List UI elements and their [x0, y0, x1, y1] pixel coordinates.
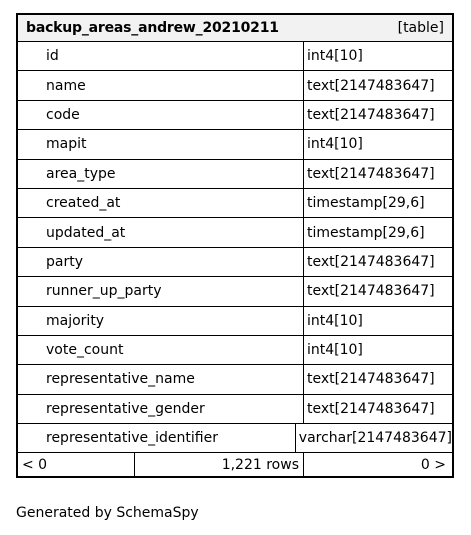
column-type: text[2147483647] — [307, 253, 435, 270]
column-type: text[2147483647] — [307, 283, 435, 300]
column-type: varchar[2147483647] — [298, 430, 452, 447]
column-name: updated_at — [18, 218, 304, 246]
column-row[interactable] — [18, 424, 452, 453]
column-type: timestamp[29,6] — [307, 224, 425, 241]
parent-count[interactable]: < 0 — [18, 453, 135, 476]
column-name: runner_up_party — [18, 277, 304, 305]
column-name: code — [18, 101, 304, 129]
table-name[interactable]: backup_areas_andrew_20210211 — [26, 20, 279, 36]
column-name: created_at — [18, 189, 304, 217]
column-row[interactable] — [18, 218, 452, 247]
column-type: timestamp[29,6] — [307, 195, 425, 212]
column-row[interactable] — [18, 336, 452, 365]
table-header — [18, 15, 452, 42]
column-name: mapit — [18, 130, 304, 158]
column-type: text[2147483647] — [307, 371, 435, 388]
column-type: int4[10] — [307, 342, 363, 359]
column-row[interactable] — [18, 189, 452, 218]
row-count: 1,221 rows — [135, 453, 304, 476]
column-name: area_type — [18, 160, 304, 188]
table-entity[interactable] — [16, 13, 454, 478]
column-name: vote_count — [18, 336, 304, 364]
column-type: int4[10] — [307, 136, 363, 153]
column-row[interactable] — [18, 307, 452, 336]
column-name: representative_identifier — [18, 424, 296, 452]
column-row[interactable] — [18, 130, 452, 159]
column-type: text[2147483647] — [307, 400, 435, 417]
column-name: name — [18, 71, 304, 99]
column-row[interactable] — [18, 248, 452, 277]
column-name: representative_name — [18, 365, 304, 393]
column-type: text[2147483647] — [307, 165, 435, 182]
column-row[interactable] — [18, 160, 452, 189]
column-row[interactable] — [18, 365, 452, 394]
table-footer — [18, 453, 452, 476]
column-row[interactable] — [18, 277, 452, 306]
column-type: int4[10] — [307, 48, 363, 65]
column-name: id — [18, 42, 304, 70]
column-name: representative_gender — [18, 395, 304, 423]
generated-by-label: Generated by SchemaSpy — [16, 505, 199, 521]
column-row[interactable] — [18, 101, 452, 130]
column-type: text[2147483647] — [307, 106, 435, 123]
column-type: int4[10] — [307, 312, 363, 329]
column-row[interactable] — [18, 42, 452, 71]
child-count[interactable]: 0 > — [420, 456, 446, 473]
column-name: majority — [18, 307, 304, 335]
table-kind-label: [table] — [397, 20, 444, 36]
column-type: text[2147483647] — [307, 77, 435, 94]
column-row[interactable] — [18, 395, 452, 424]
column-row[interactable] — [18, 71, 452, 100]
column-name: party — [18, 248, 304, 276]
